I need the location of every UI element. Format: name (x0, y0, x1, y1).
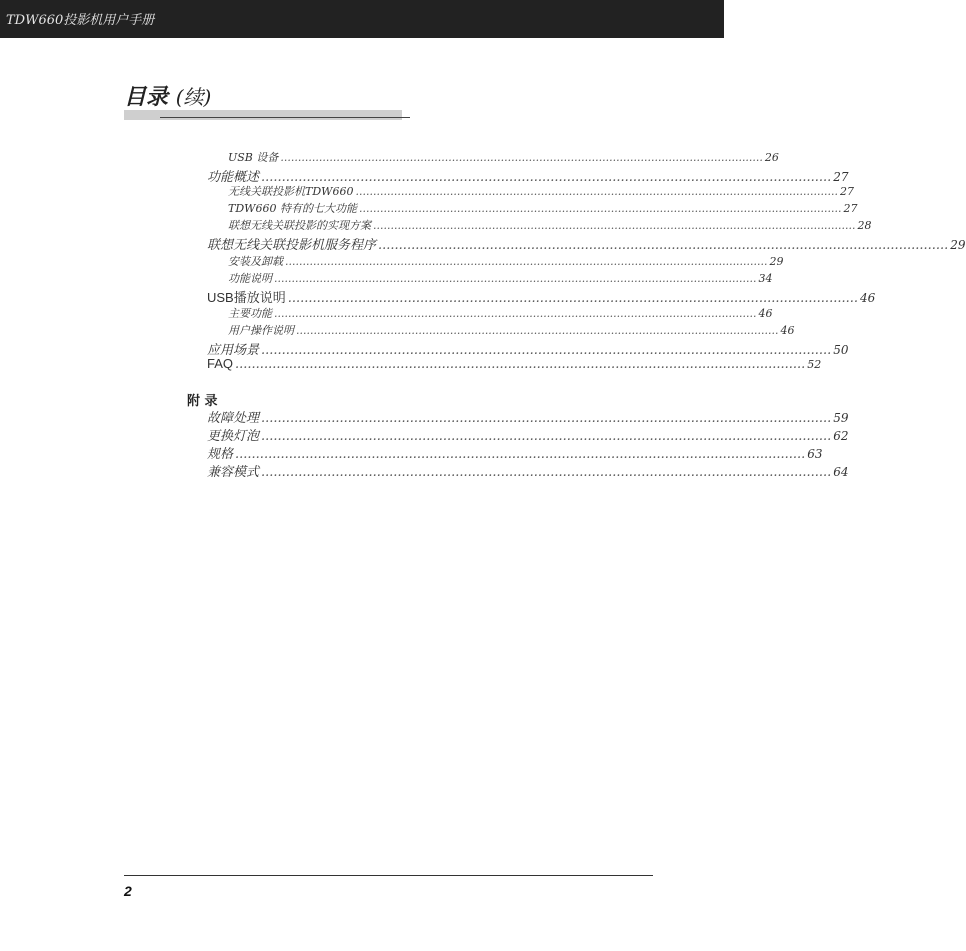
entry-page: 64 (833, 465, 849, 479)
leader-dots: .......................................................................................................................................... (355, 185, 838, 198)
entry-label: 联想无线关联投影的实现方案 (228, 219, 371, 232)
entry-page: 50 (833, 343, 849, 357)
entry-page: 59 (833, 411, 849, 425)
entry-page: 62 (833, 429, 849, 443)
toc-title (124, 80, 211, 111)
entry-page: 28 (857, 219, 872, 232)
leader-dots: .......................................................................................................................................... (274, 307, 757, 320)
appendix-entry-compatibility-modes[interactable] (207, 461, 849, 480)
leader-dots: .......................................................................................................................................... (280, 151, 763, 164)
entry-page: 29 (769, 255, 784, 268)
entry-page: 46 (758, 307, 773, 320)
footer-rule (124, 875, 653, 876)
toc-entry-seven-features[interactable] (228, 200, 858, 216)
entry-label: 兼容模式 (207, 465, 260, 480)
leader-dots: .......................................................................................................................................... (235, 357, 806, 372)
entry-page: 29 (950, 238, 966, 252)
entry-page: 27 (843, 202, 858, 215)
leader-dots: .......................................................................................................................................... (261, 411, 832, 426)
appendix-entry-specifications[interactable] (207, 443, 823, 462)
appendix-entry-replace-lamp[interactable] (207, 425, 849, 444)
leader-dots: .......................................................................................................................................... (287, 291, 858, 306)
toc-entry-usb-device[interactable] (228, 149, 779, 165)
toc-entry-service-program[interactable] (207, 234, 966, 253)
leader-dots: .......................................................................................................................................... (274, 272, 757, 285)
entry-page: 34 (758, 272, 773, 285)
title-underline-bar (124, 110, 402, 120)
toc-title-text: 目录 (124, 85, 169, 110)
toc-entry-faq[interactable] (207, 356, 822, 372)
appendix-entry-troubleshooting[interactable] (207, 407, 849, 426)
leader-dots: .......................................................................................................................................... (261, 429, 832, 444)
toc-entry-install-uninstall[interactable] (228, 253, 784, 269)
entry-page: 46 (780, 324, 795, 337)
leader-dots: .......................................................................................................................................... (261, 465, 832, 480)
toc-entry-main-functions[interactable] (228, 305, 773, 321)
entry-label: USB播放说明 (207, 290, 286, 305)
entry-label: 功能概述 (207, 170, 260, 185)
entry-page: 26 (764, 151, 779, 164)
entry-label: FAQ (207, 356, 234, 371)
leader-dots: .......................................................................................................................................... (296, 324, 779, 337)
toc-entry-implementation[interactable] (228, 217, 872, 233)
leader-dots: .......................................................................................................................................... (358, 202, 842, 215)
entry-label: 无线关联投影机TDW660 (228, 185, 354, 198)
title-underline-rule (160, 117, 410, 118)
entry-label: USB 设备 (228, 151, 279, 164)
toc-entry-user-operation[interactable] (228, 322, 795, 338)
entry-page: 52 (807, 358, 822, 371)
entry-label: TDW660 特有的七大功能 (228, 202, 357, 215)
entry-label: 应用场景 (207, 343, 260, 358)
leader-dots: .......................................................................................................................................... (235, 447, 806, 462)
entry-label: 规格 (207, 447, 234, 462)
page-number: 2 (124, 883, 132, 899)
document-title: TDW660投影机用户手册 (6, 13, 155, 28)
leader-dots: .......................................................................................................................................... (285, 255, 768, 268)
entry-label: 功能说明 (228, 272, 272, 285)
entry-label: 更换灯泡 (207, 429, 260, 444)
entry-label: 用户操作说明 (228, 324, 294, 337)
toc-title-continued: (续) (175, 85, 212, 109)
entry-page: 27 (833, 170, 849, 184)
leader-dots: .......................................................................................................................................... (378, 238, 949, 253)
leader-dots: .......................................................................................................................................... (261, 170, 832, 185)
toc-entry-wireless-projector[interactable] (228, 183, 854, 199)
entry-page: 63 (807, 447, 823, 461)
entry-label: 安装及卸载 (228, 255, 283, 268)
toc-entry-usb-playback[interactable] (207, 287, 876, 306)
entry-label: 故障处理 (207, 411, 260, 426)
appendix-heading: 附 录 (187, 394, 218, 409)
leader-dots: .......................................................................................................................................... (373, 219, 856, 232)
entry-page: 46 (860, 291, 876, 305)
entry-label: 主要功能 (228, 307, 272, 320)
toc-entry-function-description[interactable] (228, 270, 773, 286)
entry-label: 联想无线关联投影机服务程序 (207, 238, 377, 253)
header-bar (0, 0, 724, 38)
entry-page: 27 (840, 185, 854, 198)
leader-dots: .......................................................................................................................................... (261, 343, 832, 358)
